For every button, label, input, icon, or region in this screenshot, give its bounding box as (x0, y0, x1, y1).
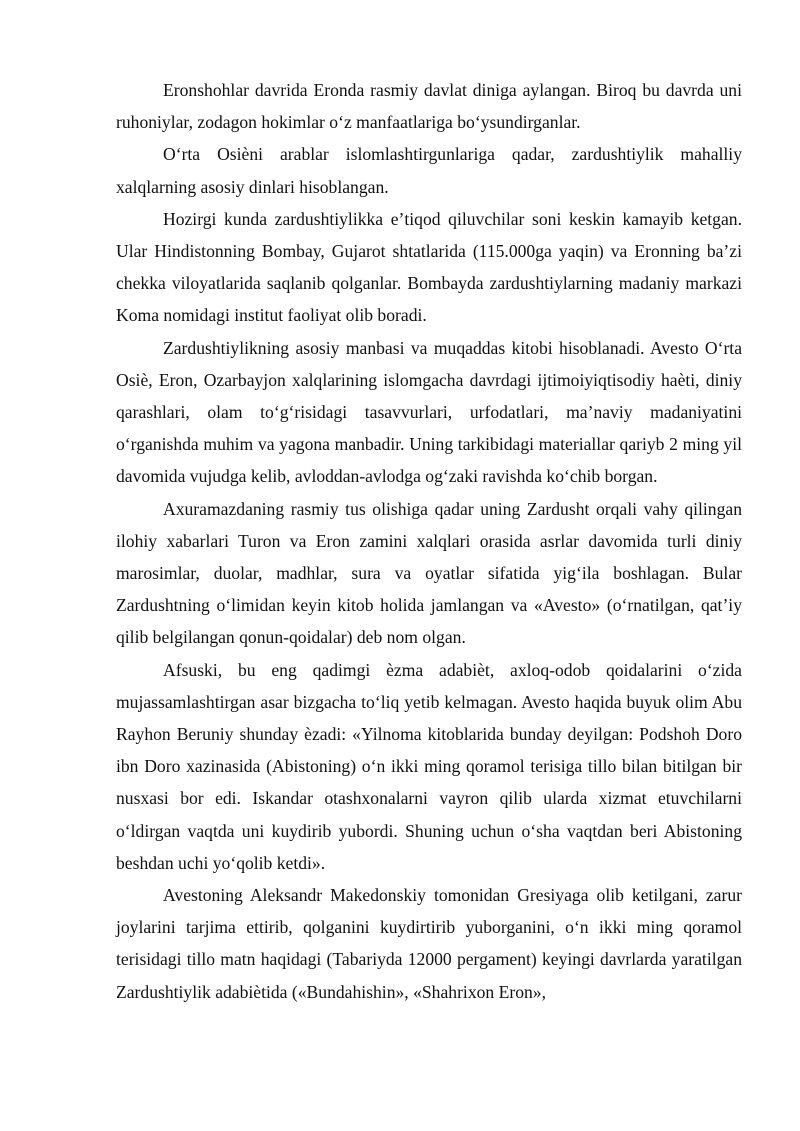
document-page (116, 74, 742, 1008)
paragraph-6: Afsuski, bu eng qadimgi èzma adabièt, axloq-odob qoidalarini oʻzida mujassamlashtirgan asar bizgacha toʻliq yetib kelmagan. Avesto haqida buyuk olim Abu Rayhon Beruniy shunday èzadi: «Yilnoma kitoblarida bunday deyilgan: Podshoh Doro ibn Doro xazinasida (Abistoning) oʻn ikki ming qoramol terisiga tillo bilan bitilgan bir nusxasi bor edi. Iskandar otashxonalarni vayron qilib ularda xizmat etuvchilarni oʻldirgan vaqtda uni kuydirib yubordi. Shuning uchun oʻsha vaqtdan beri Abistoning beshdan uchi yoʻqolib ketdi». (116, 659, 742, 873)
paragraph-2: Oʻrta Osièni arablar islomlashtirgunlariga qadar, zardushtiylik mahalliy xalqlarning asosiy dinlari hisoblangan. (116, 144, 742, 197)
paragraph-1: Eronshohlar davrida Eronda rasmiy davlat diniga aylangan. Biroq bu davrda uni ruhoniylar, zodagon hokimlar oʻz manfaatlariga boʻysundirganlar. (116, 80, 742, 133)
paragraph-4: Zardushtiylikning asosiy manbasi va muqaddas kitobi hisoblanadi. Avesto Oʻrta Osiè, Eron, Ozarbayjon xalqlarining islomgacha davrdagi ijtimoiyiqtisodiy haèti, diniy qarashlari, olam toʻgʻrisidagi tasavvurlari, urfodatlari, maʼnaviy madaniyatini oʻrganishda muhim va yagona manbadir. Uning tarkibidagi materiallar qariyb 2 ming yil davomida vujudga kelib, avloddan-avlodga ogʻzaki ravishda koʻchib borgan. (116, 337, 742, 487)
paragraph-5: Axuramazdaning rasmiy tus olishiga qadar uning Zardusht orqali vahy qilingan ilohiy xabarlari Turon va Eron zamini xalqlari orasida asrlar davomida turli diniy marosimlar, duolar, madhlar, sura va oyatlar sifatida yigʻila boshlagan. Bular Zardushtning oʻlimidan keyin kitob holida jamlangan va «Avesto» (oʻrnatilgan, qatʼiy qilib belgilangan qonun-qoidalar) deb nom olgan. (116, 498, 742, 648)
paragraph-7: Avestoning Aleksandr Makedonskiy tomonidan Gresiyaga olib ketilgani, zarur joylarini tarjima ettirib, qolganini kuydirtirib yuborganini, oʻn ikki ming qoramol terisidagi tillo matn haqidagi (Tabariyda 12000 pergament) keyingi davrlarda yaratilgan Zardushtiylik adabiètida («Bundahishin», «Shahrixon Eron», (116, 885, 742, 1002)
paragraph-3: Hozirgi kunda zardushtiylikka eʼtiqod qiluvchilar soni keskin kamayib ketgan. Ular Hindistonning Bombay, Gujarot shtatlarida (115.000ga yaqin) va Eronning baʼzi chekka viloyatlarida saqlanib qolganlar. Bombayda zardushtiylarning madaniy markazi Koma nomidagi institut faoliyat olib boradi. (116, 208, 742, 326)
